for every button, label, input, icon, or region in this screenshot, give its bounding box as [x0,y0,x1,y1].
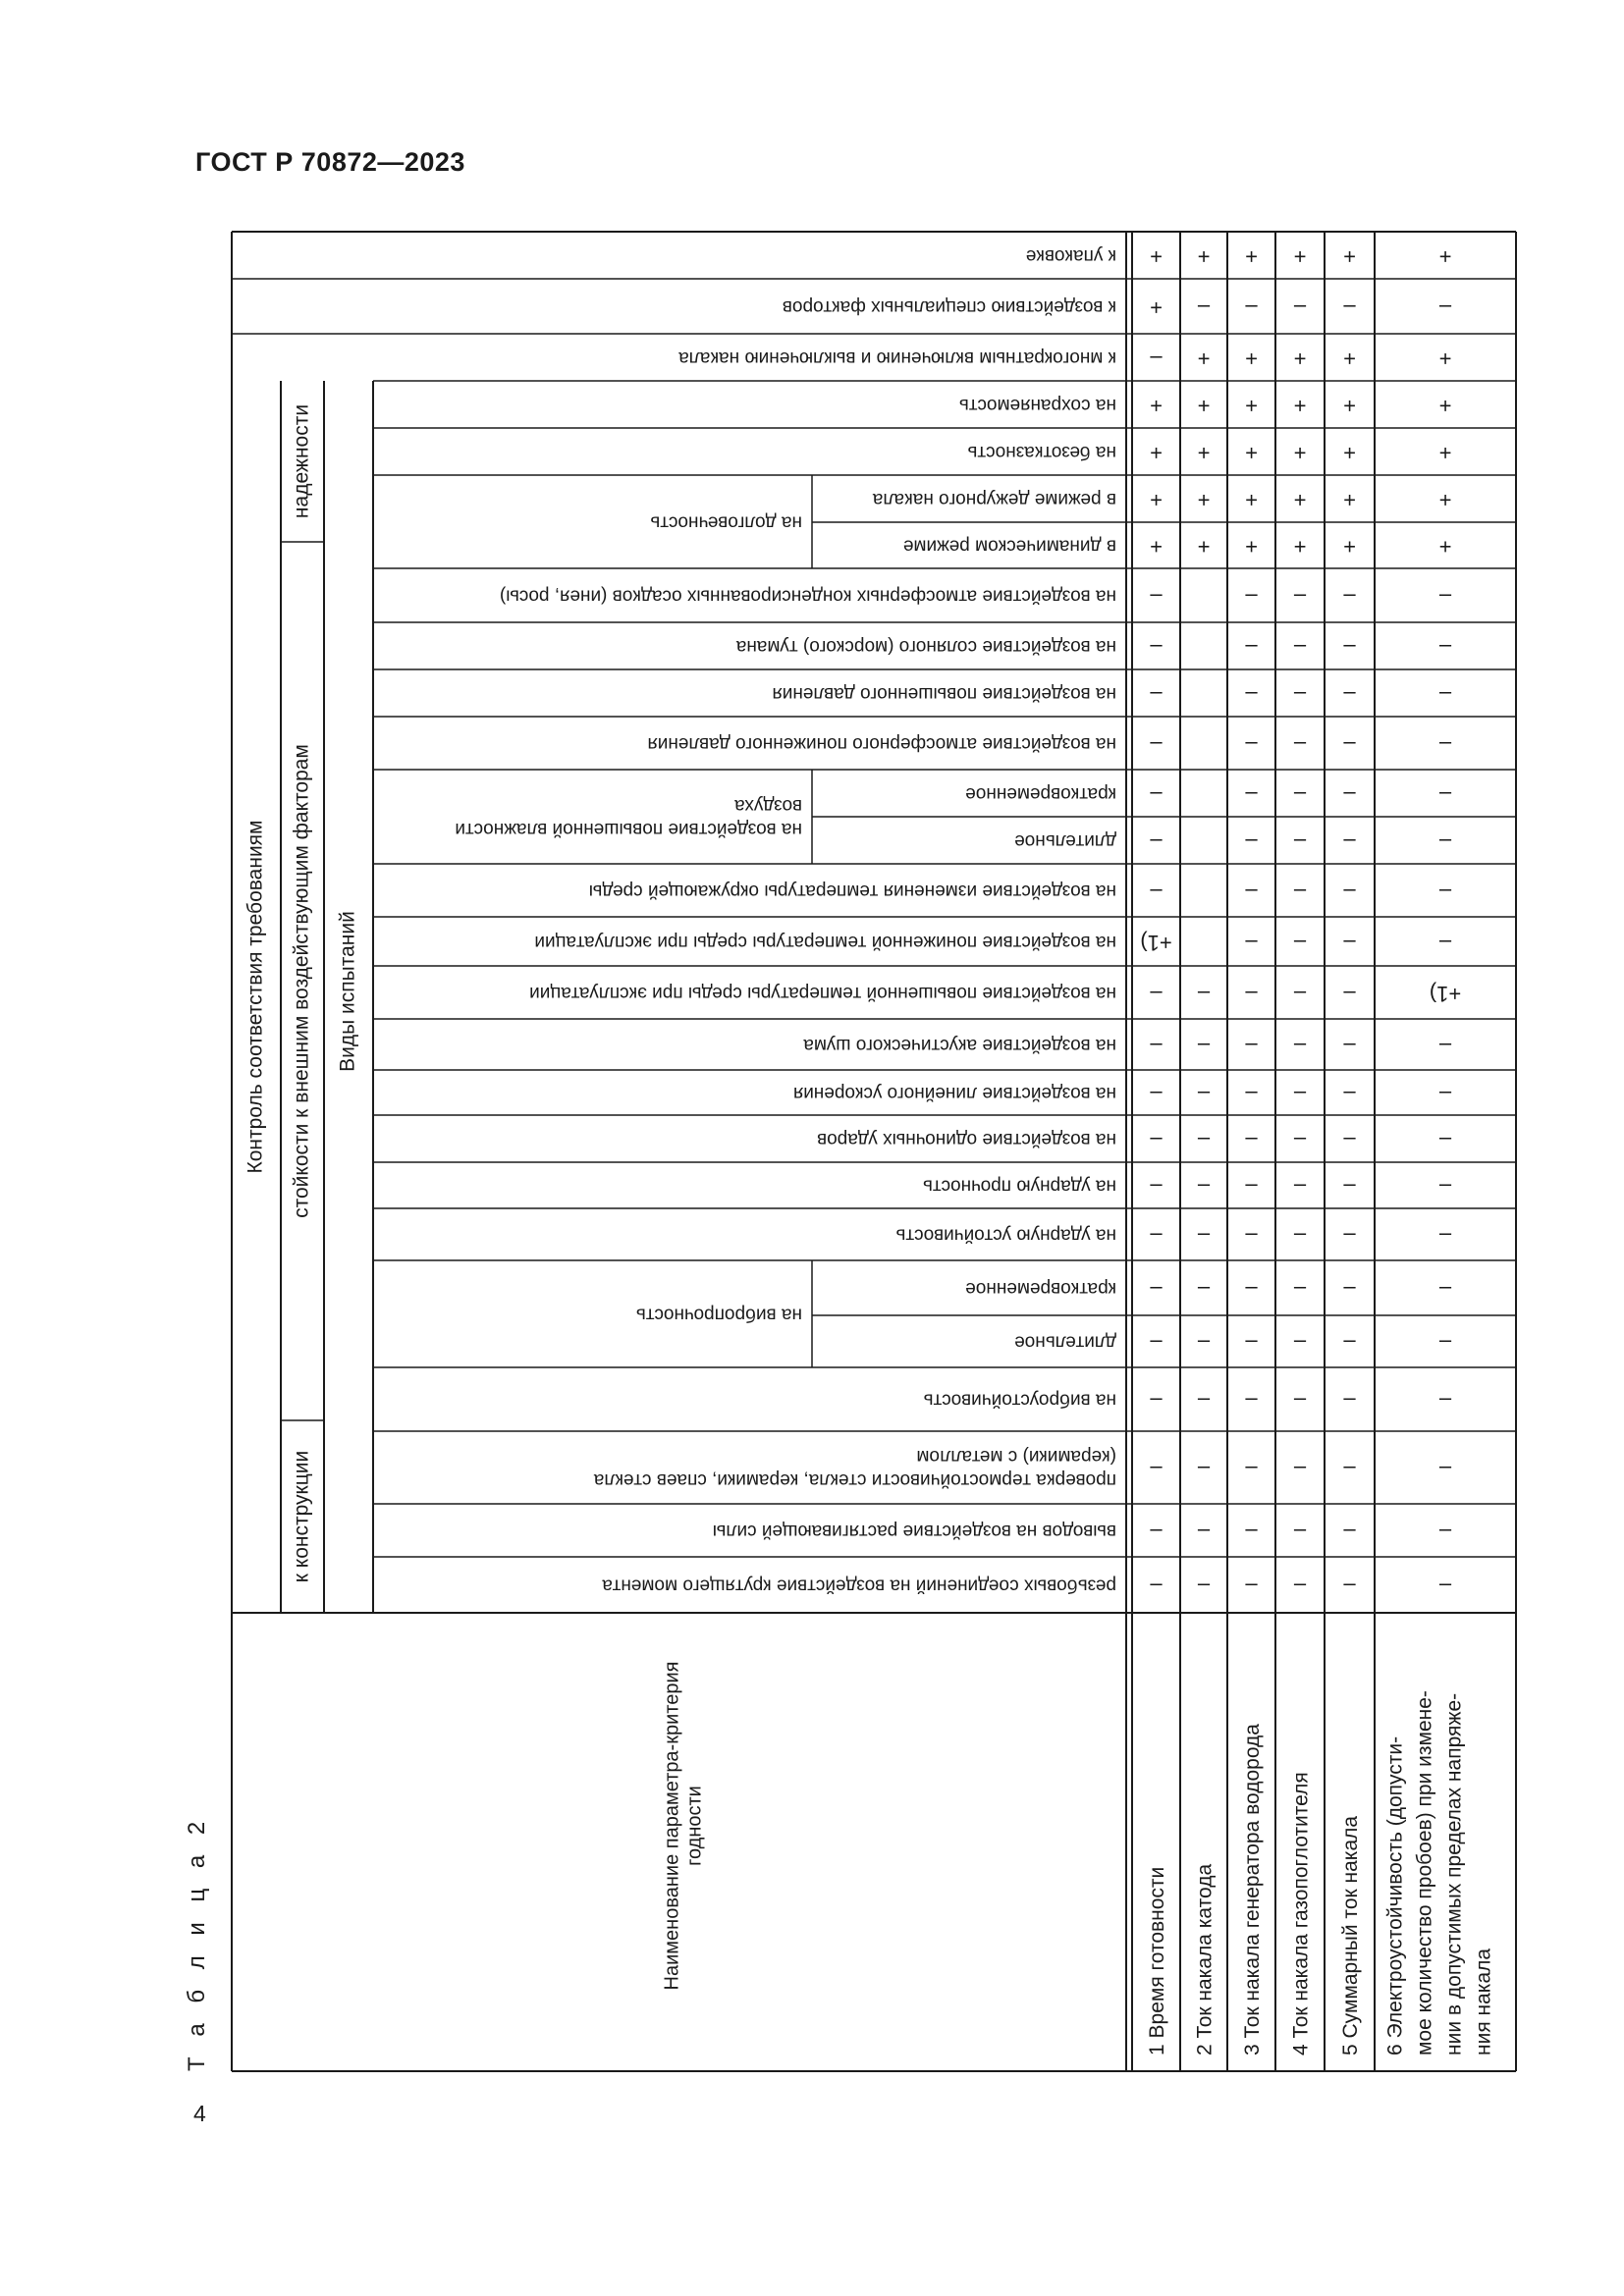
value-cell: – [1343,1034,1356,1059]
value-cell: + [1150,295,1163,321]
value-cell: – [1438,782,1452,808]
value-cell: – [1150,982,1163,1007]
value-cell: – [1438,732,1452,758]
row-main-label: (керамики) с металлом [916,1445,1116,1467]
value-cell: – [1197,982,1211,1007]
value-cell: – [1293,982,1307,1007]
row-sub-label: кратковременное [965,1277,1116,1299]
value-cell: – [1293,829,1307,855]
row-main-label: на воздействие линейного ускорения [792,1082,1116,1103]
value-cell: + [1150,441,1163,466]
group-construction-label: к конструкции [290,1450,313,1583]
value-cell: + [1438,441,1452,466]
value-cell: – [1293,1034,1307,1059]
value-cell: – [1343,1574,1356,1599]
parameter-name: 2 Ток накала катода [1193,1863,1217,2056]
value-cell: – [1438,295,1452,321]
value-cell: – [1343,1223,1356,1249]
value-cell: + [1197,244,1211,270]
value-cell: + [1245,347,1258,372]
value-cell: + [1293,441,1307,466]
value-cell: – [1438,1520,1452,1545]
value-cell: – [1343,1082,1356,1107]
value-cell: – [1245,880,1258,905]
value-cell: – [1438,1574,1452,1599]
value-cell: – [1438,1082,1452,1107]
value-cell: + [1245,394,1258,419]
value-cell: – [1438,829,1452,855]
value-cell: + [1197,347,1211,372]
value-cell: – [1343,1457,1356,1482]
value-cell: – [1150,1128,1163,1153]
value-cell: – [1293,1174,1307,1200]
value-cell: + [1150,488,1163,513]
value-cell: – [1245,931,1258,956]
row-sub-label: длительное [1014,1331,1116,1353]
value-cell: – [1197,1082,1211,1107]
value-cell: – [1343,880,1356,905]
value-cell: – [1293,1520,1307,1545]
value-cell: – [1293,1082,1307,1107]
parameter-name: 1 Время готовности [1146,1866,1169,2056]
row-main-label: воздуха [734,794,802,816]
row-main-label: на воздействие атмосферных конденсированных осадков (инея, росы) [499,585,1116,607]
value-cell: – [1197,1034,1211,1059]
row-main-label: на долговечность [650,511,802,533]
value-cell: – [1438,682,1452,708]
value-cell: – [1343,982,1356,1007]
parameter-name: нии в допустимых пределах напряже- [1442,1692,1466,2056]
value-cell: + [1343,441,1356,466]
row-main-label: на вибропрочность [635,1304,802,1325]
document-header: ГОСТ Р 70872—2023 [195,147,465,177]
corner-label: годности [683,1786,706,1866]
value-cell: – [1150,635,1163,661]
parameter-name: 6 Электроустойчивость (допусти- [1383,1735,1407,2056]
value-cell: + [1293,394,1307,419]
row-main-label: на воздействие соляного (морского) тумана [735,635,1116,657]
row-main-label: на воздействие атмосферного пониженного давления [647,732,1116,754]
value-cell: + [1245,441,1258,466]
parameter-name: 3 Ток накала генератора водорода [1241,1724,1265,2056]
value-cell: – [1438,635,1452,661]
value-cell: – [1343,732,1356,758]
value-cell: – [1293,1457,1307,1482]
value-cell: +1) [1429,982,1462,1007]
value-cell: – [1245,1277,1258,1303]
value-cell: + [1343,488,1356,513]
page-number: 4 [193,2101,206,2126]
value-cell: – [1245,782,1258,808]
group-reliability-label: надежности [290,403,313,519]
row-main-label: к многократным включению и выключению накала [678,347,1116,368]
value-cell: + [1197,534,1211,560]
value-cell: – [1245,682,1258,708]
row-main-label: к упаковке [1025,244,1116,266]
value-cell: – [1245,1128,1258,1153]
row-main-label: на воздействие повышенной влажности [455,818,802,839]
value-cell: – [1245,1388,1258,1414]
value-cell: + [1438,347,1452,372]
value-cell: – [1197,1388,1211,1414]
value-cell: – [1245,732,1258,758]
value-cell: – [1293,1574,1307,1599]
table-caption: Т а б л и ц а 2 [184,1814,210,2071]
value-cell: – [1197,1574,1211,1599]
value-cell: – [1293,1277,1307,1303]
value-cell: – [1343,584,1356,610]
value-cell: – [1438,1128,1452,1153]
value-cell: – [1245,1174,1258,1200]
value-cell: – [1245,1574,1258,1599]
value-cell: – [1293,1330,1307,1356]
value-cell: – [1150,1174,1163,1200]
value-cell: – [1150,1330,1163,1356]
value-cell: – [1343,1174,1356,1200]
value-cell: + [1343,534,1356,560]
value-cell: + [1150,534,1163,560]
value-cell: – [1293,732,1307,758]
row-main-label: на воздействие повышенной температуры среды при эксплуатации [529,982,1116,1003]
value-cell: + [1438,534,1452,560]
value-cell: – [1197,1277,1211,1303]
value-cell: – [1293,931,1307,956]
value-cell: – [1197,295,1211,321]
row-main-label: на воздействие одиночных ударов [817,1128,1116,1149]
value-cell: – [1150,782,1163,808]
value-cell: + [1293,488,1307,513]
corner-label: Наименование параметра-критерия [661,1661,683,1991]
value-cell: – [1197,1520,1211,1545]
value-cell: + [1438,244,1452,270]
value-cell: – [1293,295,1307,321]
row-main-label: на сохраняемость [958,394,1116,415]
value-cell: – [1343,829,1356,855]
row-main-label: на ударную устойчивость [895,1224,1116,1246]
group-test-types-label: Виды испытаний [336,911,359,1072]
value-cell: + [1438,394,1452,419]
value-cell: – [1150,1223,1163,1249]
row-main-label: на воздействие изменения температуры окружающей среды [588,880,1116,901]
value-cell: – [1150,829,1163,855]
value-cell: – [1343,682,1356,708]
group-control-label: Контроль соответствия требованиям [244,820,267,1174]
value-cell: – [1150,1388,1163,1414]
value-cell: – [1245,295,1258,321]
value-cell: – [1438,1174,1452,1200]
value-cell: – [1197,1457,1211,1482]
value-cell: + [1245,244,1258,270]
value-cell: – [1150,584,1163,610]
value-cell: – [1438,1277,1452,1303]
value-cell: – [1150,880,1163,905]
row-sub-label: кратковременное [965,782,1116,804]
value-cell: – [1245,1223,1258,1249]
value-cell: – [1150,1277,1163,1303]
value-cell: – [1197,1128,1211,1153]
value-cell: – [1438,1330,1452,1356]
value-cell: – [1343,782,1356,808]
group-external-label: стойкости к внешним воздействующим факторам [290,744,313,1218]
value-cell: + [1197,441,1211,466]
value-cell: – [1438,1223,1452,1249]
value-cell: – [1197,1174,1211,1200]
value-cell: – [1245,1520,1258,1545]
value-cell: – [1245,584,1258,610]
value-cell: + [1150,394,1163,419]
row-sub-label: длительное [1014,829,1116,851]
value-cell: – [1438,931,1452,956]
value-cell: – [1343,1128,1356,1153]
value-cell: – [1293,635,1307,661]
value-cell: – [1293,782,1307,808]
value-cell: – [1343,931,1356,956]
value-cell: – [1150,1082,1163,1107]
value-cell: – [1343,1388,1356,1414]
value-cell: – [1438,1457,1452,1482]
value-cell: – [1293,682,1307,708]
row-main-label: на виброустойчивость [923,1389,1116,1411]
value-cell: – [1293,1223,1307,1249]
row-main-label: резьбовых соединений на воздействие крутящего момента [602,1575,1116,1596]
value-cell: – [1245,982,1258,1007]
value-cell: – [1343,295,1356,321]
row-main-label: выводов на воздействие растягивающей силы [712,1520,1116,1541]
value-cell: + [1245,488,1258,513]
value-cell: – [1293,584,1307,610]
value-cell: – [1150,732,1163,758]
parameter-name: ния накала [1472,1948,1495,2056]
row-sub-label: в режиме дежурного накала [872,488,1116,509]
value-cell: + [1293,347,1307,372]
row-main-label: на воздействие пониженной температуры среды при эксплуатации [534,931,1116,952]
value-cell: – [1150,1574,1163,1599]
row-main-label: на безотказность [967,441,1116,462]
parameter-name: мое количество пробоев) при измене- [1413,1690,1436,2056]
value-cell: – [1197,1223,1211,1249]
row-main-label: на воздействие акустического шума [803,1034,1116,1055]
value-cell: – [1245,1457,1258,1482]
value-cell: – [1150,1034,1163,1059]
value-cell: + [1343,244,1356,270]
row-main-label: на воздействие повышенного давления [772,682,1116,704]
value-cell: – [1293,880,1307,905]
value-cell: + [1197,488,1211,513]
value-cell: – [1438,1388,1452,1414]
value-cell: – [1245,1034,1258,1059]
value-cell: – [1293,1388,1307,1414]
value-cell: – [1150,1457,1163,1482]
value-cell: – [1293,1128,1307,1153]
value-cell: + [1438,488,1452,513]
value-cell: + [1343,394,1356,419]
row-sub-label: в динамическом режиме [902,535,1116,557]
value-cell: + [1293,244,1307,270]
value-cell: – [1343,635,1356,661]
value-cell: + [1197,394,1211,419]
value-cell: – [1245,829,1258,855]
value-cell: – [1150,1520,1163,1545]
row-main-label: проверка термостойчивости стекла, керамики, спаев стекла [593,1468,1116,1490]
value-cell: – [1438,584,1452,610]
row-main-label: на ударную прочность [922,1175,1116,1197]
value-cell: – [1245,1330,1258,1356]
parameter-name: 4 Ток накала газопоглотителя [1289,1772,1313,2056]
value-cell: + [1245,534,1258,560]
value-cell: +1) [1140,931,1172,956]
value-cell: – [1438,880,1452,905]
value-cell: – [1245,1082,1258,1107]
value-cell: + [1343,347,1356,372]
value-cell: – [1150,347,1163,372]
value-cell: – [1150,682,1163,708]
value-cell: – [1245,635,1258,661]
value-cell: – [1343,1520,1356,1545]
value-cell: + [1293,534,1307,560]
parameter-name: 5 Суммарный ток накала [1339,1815,1363,2056]
value-cell: + [1150,244,1163,270]
value-cell: – [1343,1277,1356,1303]
value-cell: – [1438,1034,1452,1059]
value-cell: – [1343,1330,1356,1356]
value-cell: – [1197,1330,1211,1356]
row-main-label: к воздействию специальных факторов [782,295,1116,317]
